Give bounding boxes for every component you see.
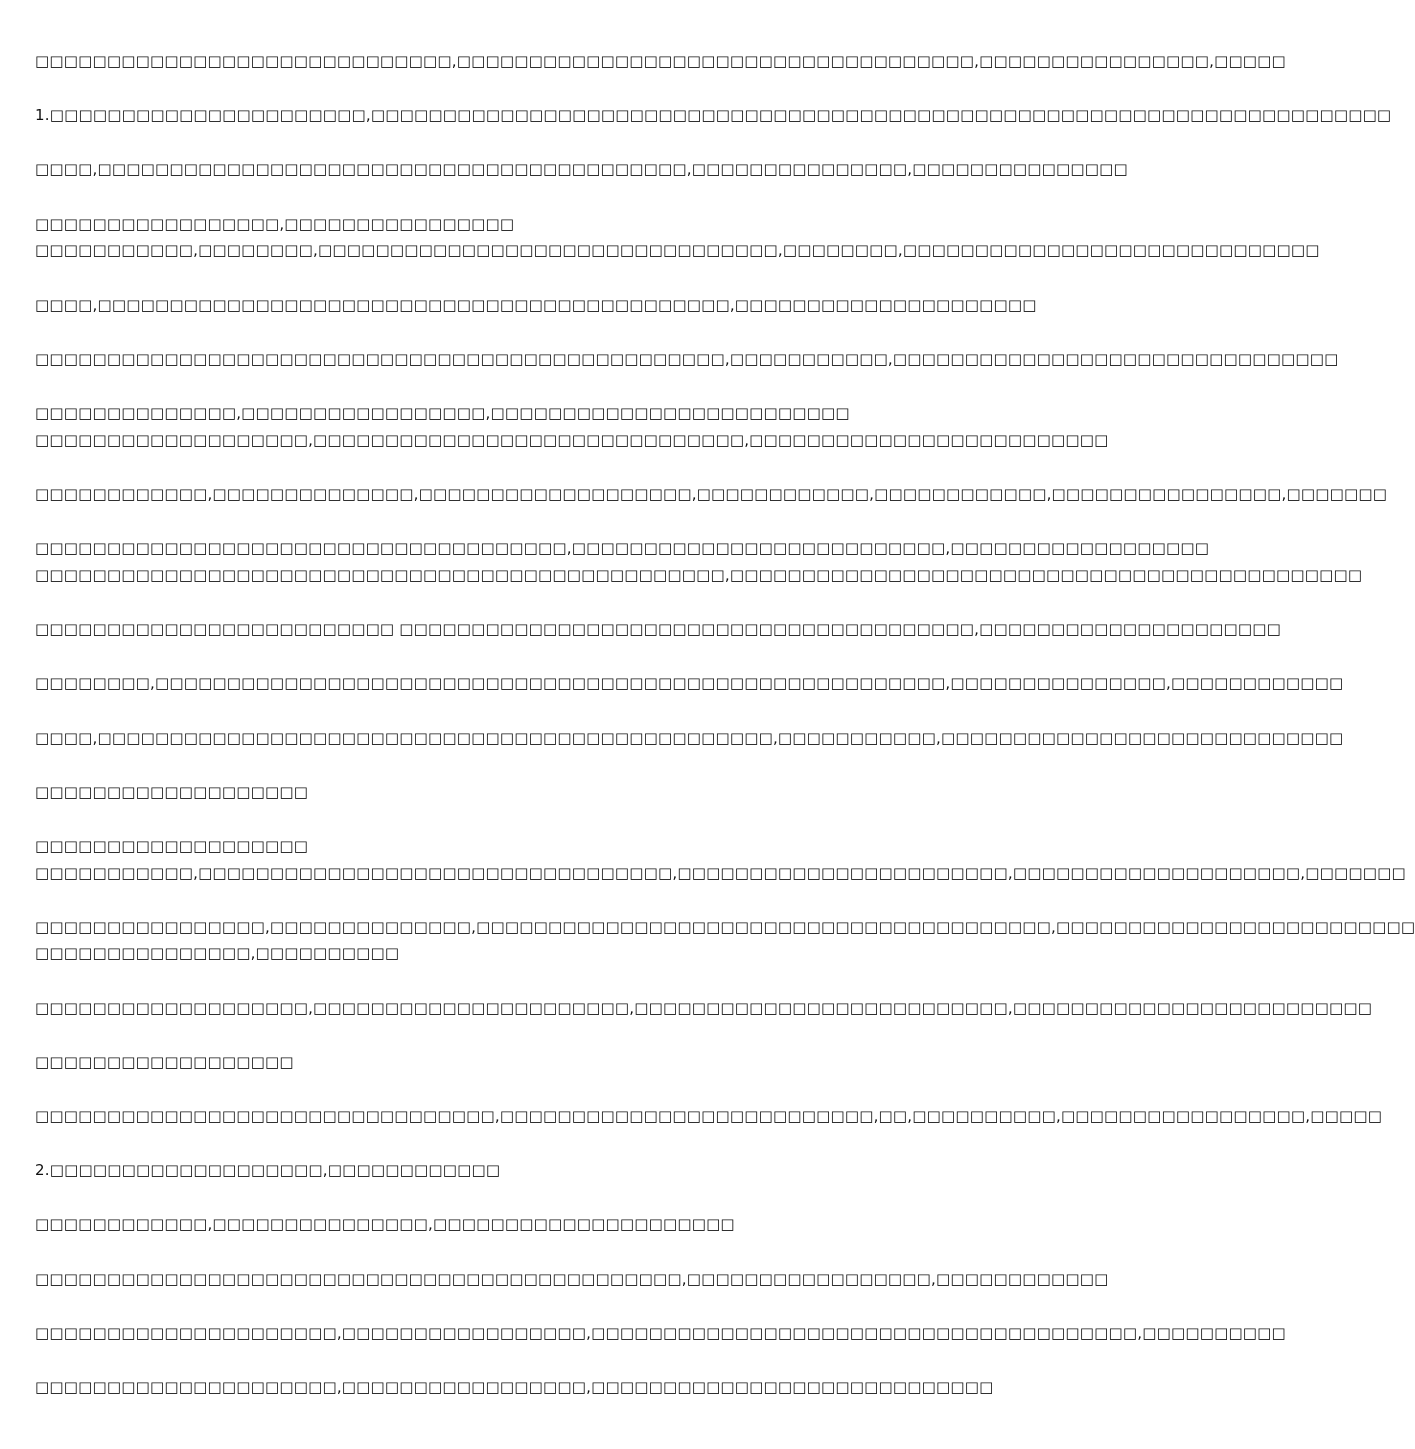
text-line: □□□□,□□□□□□□□□□□□□□□□□□□□□□□□□□□□□□□□□□□□□□□□□,□□□□□□□□□□□□□□□,□□□□□□□□□□□□□□□ [35, 160, 1128, 178]
text-line: □□□□□□□□□□□□□□□□□□ [35, 1053, 294, 1071]
text-line: □□□□□□□□□□□,□□□□□□□□,□□□□□□□□□□□□□□□□□□□□□□□□□□□□□□□□,□□□□□□□□,□□□□□□□□□□□□□□□□□□□□□□□□□□□□□ [35, 241, 1320, 259]
text-line: □□□□□□□□□□□□□□□□□□□□□□□□□□□□□□□□□□□□□□□□□□□□□,□□□□□□□□□□□□□□□□□,□□□□□□□□□□□□ [35, 1270, 1109, 1288]
text-line: □□□□□□□□□□□□□□□□□□□,□□□□□□□□□□□□□□□□□□□□□□□□□□□□□□,□□□□□□□□□□□□□□□□□□□□□□□□□ [35, 431, 1109, 449]
text-line: 1.□□□□□□□□□□□□□□□□□□□□□□,□□□□□□□□□□□□□□□□□□□□□□□□□□□□□□□□□□□□□□□□□□□□□□□□□□□□□□□□□□□□□□□□□□□□□□□ [35, 106, 1392, 124]
text-line: □□□□,□□□□□□□□□□□□□□□□□□□□□□□□□□□□□□□□□□□□□□□□□□□□□□□,□□□□□□□□□□□,□□□□□□□□□□□□□□□□□□□□□□□□□□□□ [35, 729, 1344, 747]
text-line: □□□□□□□□□□□□□□□□□□□ [35, 837, 309, 855]
text-line: □□□□□□□□□□□□□□□□,□□□□□□□□□□□□□□,□□□□□□□□□□□□□□□□□□□□□□□□□□□□□□□□□□□□□□□□,□□□□□□□□□□□□□□□□□□□□□□□□□ [35, 918, 1415, 936]
text-line: □□□□□□□□□□□□□□□□□□□□□□□□□□□□□,□□□□□□□□□□□□□□□□□□□□□□□□□□□□□□□□□□□□,□□□□□□□□□□□□□□□□,□□□□□ [35, 52, 1286, 70]
text-line: □□□□□□□□□□□□□□□□□□□□□□□□□□□□□□□□□□□□□□□□□□□□□□□□,□□□□□□□□□□□□□□□□□□□□□□□□□□□□□□□□□□□□□□□□□□□□ [35, 566, 1363, 584]
text-line: □□□□□□□□□□□□□□,□□□□□□□□□□□□□□□□□,□□□□□□□□□□□□□□□□□□□□□□□□□ [35, 404, 850, 422]
document-body [35, 50, 1415, 1440]
text-line: □□□□□□□□□□□□□□□□□□□□□□□□□□□□□□□□□□□□□□□□□□□□□□□□,□□□□□□□□□□□,□□□□□□□□□□□□□□□□□□□□□□□□□□□□□□□ [35, 350, 1339, 368]
text-line: □□□□,□□□□□□□□□□□□□□□□□□□□□□□□□□□□□□□□□□□□□□□□□□□□,□□□□□□□□□□□□□□□□□□□□□ [35, 296, 1037, 314]
text-line: □□□□□□□□□□□□□□□□□□□□□,□□□□□□□□□□□□□□□□□,□□□□□□□□□□□□□□□□□□□□□□□□□□□□□□□□□□□□□□,□□□□□□□□□□ [35, 1324, 1286, 1342]
text-line: □□□□□□□□□□□□□□□□□□□ [35, 783, 309, 801]
text-line: □□□□□□□□□□□□□□□□□□□□□□□□□□□□□□□□□□□□□,□□□□□□□□□□□□□□□□□□□□□□□□□□,□□□□□□□□□□□□□□□□□□ [35, 539, 1210, 557]
text-line: □□□□□□□□□□□□□□□□□□□□□,□□□□□□□□□□□□□□□□□,□□□□□□□□□□□□□□□□□□□□□□□□□□□□ [35, 1378, 994, 1396]
text-line: □□□□□□□□□□□□□□□□□□□,□□□□□□□□□□□□□□□□□□□□□□,□□□□□□□□□□□□□□□□□□□□□□□□□□,□□□□□□□□□□□□□□□□□□□□□□□□□ [35, 999, 1373, 1017]
text-line: □□□□□□□□□□□,□□□□□□□□□□□□□□□□□□□□□□□□□□□□□□□□□,□□□□□□□□□□□□□□□□□□□□□□□,□□□□□□□□□□□□□□□□□□□□,□□□□□□□ [35, 864, 1406, 882]
text-line: 2.□□□□□□□□□□□□□□□□□□□,□□□□□□□□□□□□ [35, 1161, 501, 1179]
text-line: □□□□□□□□□□□□□□□,□□□□□□□□□□ [35, 944, 400, 962]
text-line: □□□□□□□□□□□□,□□□□□□□□□□□□□□,□□□□□□□□□□□□□□□□□□□,□□□□□□□□□□□□,□□□□□□□□□□□□,□□□□□□□□□□□□□□□□,□□□□□□□ [35, 485, 1388, 503]
text-line: □□□□□□□□□□□□,□□□□□□□□□□□□□□□,□□□□□□□□□□□□□□□□□□□□□ [35, 1215, 735, 1233]
text-line: □□□□□□□□□□□□□□□□□□□□□□□□□ □□□□□□□□□□□□□□□□□□□□□□□□□□□□□□□□□□□□□□□□,□□□□□□□□□□□□□□□□□□□□□ [35, 620, 1281, 638]
text-line: □□□□□□□□□□□□□□□□□,□□□□□□□□□□□□□□□□ [35, 215, 515, 233]
text-line: □□□□□□□□□□□□□□□□□□□□□□□□□□□□□□□□,□□□□□□□□□□□□□□□□□□□□□□□□□□,□□,□□□□□□□□□□,□□□□□□□□□□□□□□□□□,□□□□□ [35, 1107, 1383, 1125]
text-line: □□□□□□□□,□□□□□□□□□□□□□□□□□□□□□□□□□□□□□□□□□□□□□□□□□□□□□□□□□□□□□□□,□□□□□□□□□□□□□□□,□□□□□□□□□□□□ [35, 674, 1344, 692]
